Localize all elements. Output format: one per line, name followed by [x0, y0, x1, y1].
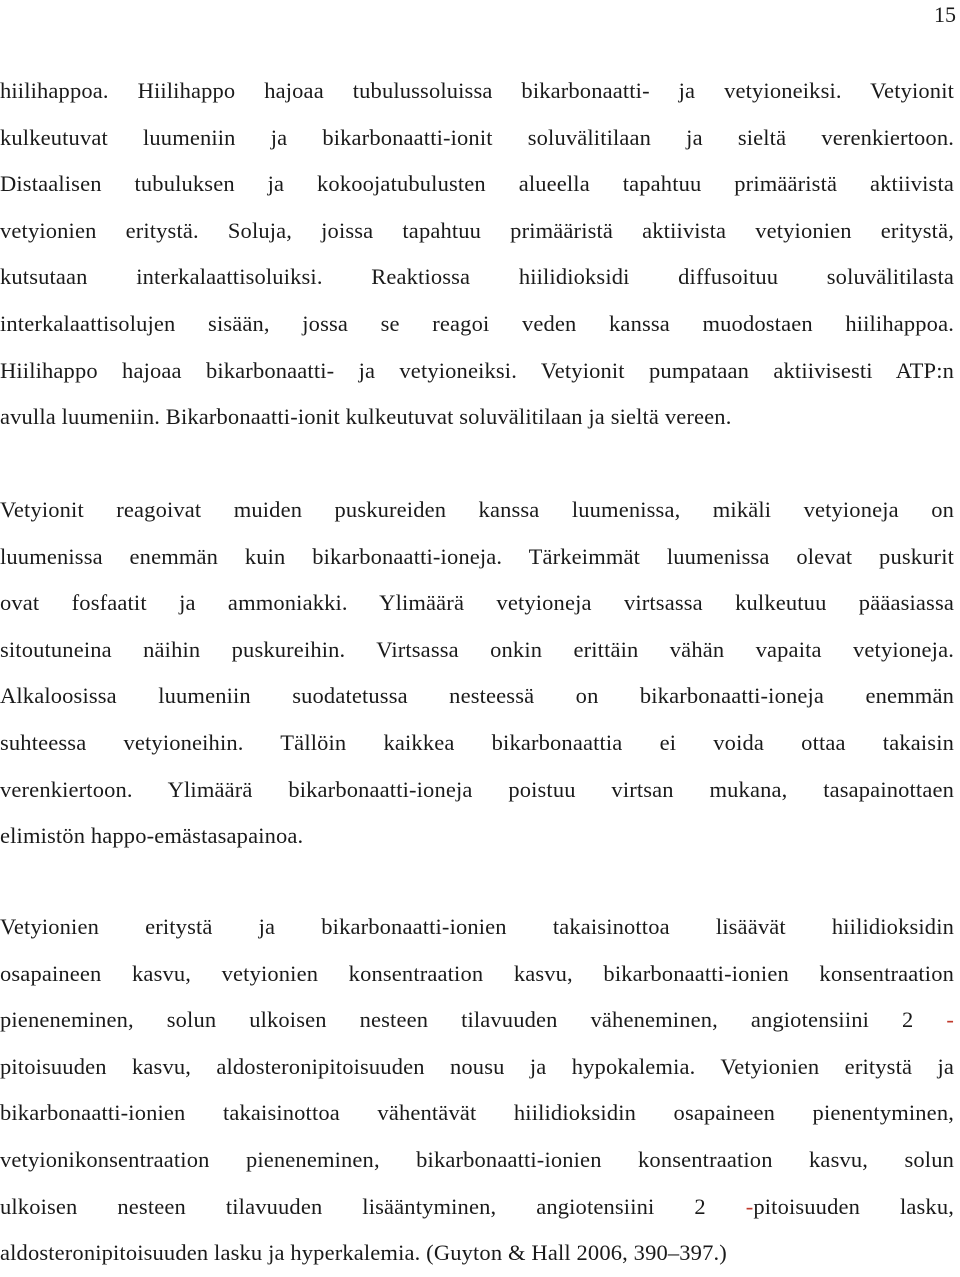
text-line: luumenissa enemmän kuin bikarbonaatti-ioneja. Tärkeimmät luumenissa olevat puskurit [0, 543, 954, 569]
text-line: vetyionien eritystä. Soluja, joissa tapahtuu primääristä aktiivista vetyionien eritystä, [0, 217, 954, 243]
text-line: Vetyionien eritystä ja bikarbonaatti-ionien takaisinottoa lisäävät hiilidioksidin [0, 914, 954, 939]
text-line: osapaineen kasvu, vetyionien konsentraation kasvu, bikarbonaatti-ionien konsentraation [0, 960, 954, 986]
text-line: Hiilihappo hajoaa bikarbonaatti- ja vetyioneiksi. Vetyionit pumpataan aktiivisesti ATP:n [0, 357, 954, 383]
hyphen-mark: - [946, 1007, 954, 1033]
text-line: sitoutuneina näihin puskureihin. Virtsassa onkin erittäin vähän vapaita vetyioneja. [0, 636, 954, 662]
text-line: Vetyionit reagoivat muiden puskureiden kanssa luumenissa, mikäli vetyioneja on [0, 497, 954, 522]
text-line: kulkeutuvat luumeniin ja bikarbonaatti-ionit soluvälitilaan ja sieltä verenkiertoon. [0, 124, 954, 150]
text-line: vetyionikonsentraation pieneneminen, bikarbonaatti-ionien konsentraation kasvu, solun [0, 1146, 954, 1172]
page-number: 15 [934, 2, 956, 27]
text-line: pieneneminen, solun ulkoisen nesteen tilavuuden väheneminen, angiotensiini 2 - [0, 1007, 954, 1033]
paragraph-2 [0, 487, 954, 860]
text-line: suhteessa vetyioneihin. Tällöin kaikkea bikarbonaattia ei voida ottaa takaisin [0, 729, 954, 755]
text-line: pitoisuuden kasvu, aldosteronipitoisuuden nousu ja hypokalemia. Vetyionien eritystä ja [0, 1053, 954, 1079]
text-line: avulla luumeniin. Bikarbonaatti-ionit kulkeutuvat soluvälitilaan ja sieltä vereen. [0, 404, 732, 430]
text-line: kutsutaan interkalaattisoluiksi. Reaktiossa hiilidioksidi diffusoituu soluvälitilasta [0, 264, 954, 290]
text-line: Distaalisen tubuluksen ja kokoojatubulusten alueella tapahtuu primääristä aktiivista [0, 171, 954, 197]
text-line: aldosteronipitoisuuden lasku ja hyperkalemia. (Guyton & Hall 2006, 390–397.) [0, 1240, 727, 1266]
text-line: verenkiertoon. Ylimäärä bikarbonaatti-ioneja poistuu virtsan mukana, tasapainottaen [0, 776, 954, 802]
text-line: ovat fosfaatit ja ammoniakki. Ylimäärä vetyioneja virtsassa kulkeutuu pääasiassa [0, 590, 954, 616]
text-line: hiilihappoa. Hiilihappo hajoaa tubulussoluissa bikarbonaatti- ja vetyioneiksi. Vetyionit [0, 78, 954, 103]
text-line: ulkoisen nesteen tilavuuden lisääntyminen, angiotensiini 2 -pitoisuuden lasku, [0, 1193, 954, 1219]
hyphen-mark: - [745, 1193, 754, 1219]
text-line: elimistön happo-emästasapainoa. [0, 823, 304, 849]
text-line: Alkaloosissa luumeniin suodatetussa nesteessä on bikarbonaatti-ioneja enemmän [0, 683, 954, 709]
text-line: bikarbonaatti-ionien takaisinottoa vähentävät hiilidioksidin osapaineen pienentyminen, [0, 1100, 954, 1126]
text-line: interkalaattisolujen sisään, jossa se reagoi veden kanssa muodostaen hiilihappoa. [0, 310, 954, 336]
paragraph-3 [0, 904, 954, 1277]
paragraph-1 [0, 68, 954, 441]
